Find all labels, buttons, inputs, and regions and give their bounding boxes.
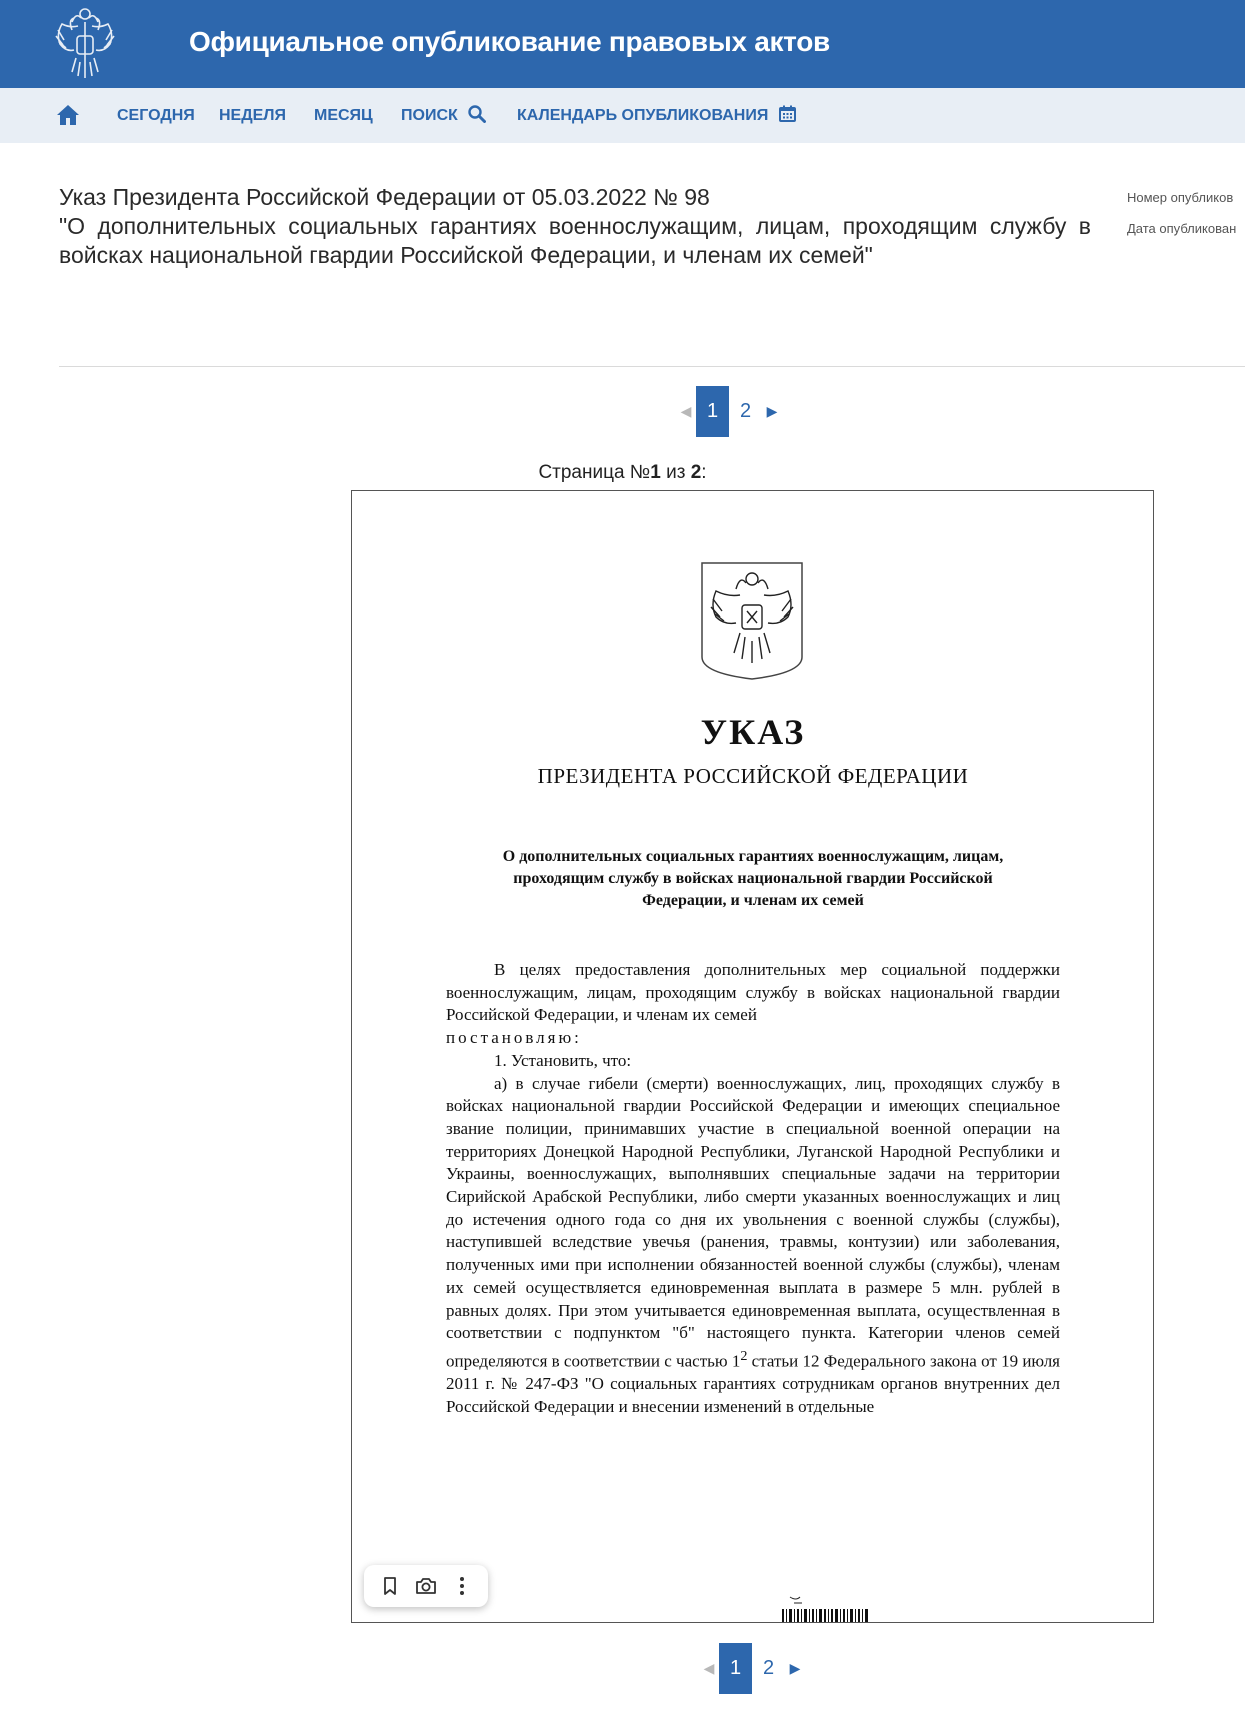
nav-calendar[interactable] bbox=[517, 88, 796, 143]
scan-paragraph-text-end: статьи 12 Федерального закона от 19 июля 2011 г. № 247-ФЗ "О социальных гарантиях сотрудникам органов внутренних дел Российской Федерации и внесении изменений в отдельные bbox=[446, 1351, 1061, 1417]
scan-paragraph-text: а) в случае гибели (смерти) военнослужащих, лиц, проходящих службу в войсках национальной гвардии Российской Федерации и имеющих специальное звание полиции, принимавших участие в специальной военной операции на территориях Донецкой Народной Республики, Луганской Народной Республики и Украины, военнослужащих, выполнявших специальные задачи на территории Сирийской Арабской Республики, либо смерти указанных военнослужащих и лиц до истечения одного года со дня их увольнения с военной службы (службы), наступившей вследствие увечья (ранения, травмы, контузии) или заболевания, полученных ими при исполнении обязанностей военной службы (службы), членам их семей осуществляется единовременная выплата в размере 5 млн. рублей в равных долях. При этом учитывается единовременная выплата, осуществленная в соответствии с подпунктом "б" настоящего пункта. Категории членов семей определяются в соответствии с частью 1 bbox=[446, 1073, 1060, 1371]
bookmark-icon[interactable] bbox=[378, 1574, 402, 1598]
nav-today[interactable]: СЕГОДНЯ bbox=[117, 107, 195, 124]
calendar-icon bbox=[779, 105, 796, 122]
nav-week[interactable]: НЕДЕЛЯ bbox=[219, 107, 287, 124]
meta-publication-number-label: Номер опубликов bbox=[1127, 190, 1234, 205]
nav-calendar-label: КАЛЕНДАРЬ ОПУБЛИКОВАНИЯ bbox=[517, 107, 769, 124]
document-page-image[interactable] bbox=[351, 490, 1154, 1623]
scan-title: УКАЗ bbox=[700, 712, 806, 752]
home-icon[interactable] bbox=[56, 104, 80, 126]
meta-publication-date-label: Дата опубликован bbox=[1127, 221, 1237, 236]
nav-month[interactable]: МЕСЯЦ bbox=[314, 107, 373, 124]
next-page-icon[interactable]: ▶ bbox=[789, 1660, 801, 1676]
caption-prefix: Страница № bbox=[538, 462, 651, 483]
document-subtitle: "О дополнительных социальных гарантиях военнослужащим, лицам, проходящим службу в войсках национальной гвардии Российской Федерации, и членам их семей" bbox=[59, 213, 1091, 268]
nav-search-label: ПОИСК bbox=[401, 107, 458, 124]
scan-superscript: 2 bbox=[740, 1347, 748, 1364]
site-title[interactable]: Официальное опубликование правовых актов bbox=[189, 26, 830, 57]
divider bbox=[59, 366, 1245, 367]
caption-suffix: : bbox=[701, 462, 707, 483]
page-link[interactable]: 2 bbox=[762, 1657, 775, 1679]
top-header bbox=[0, 0, 1245, 88]
caption-current: 1 bbox=[650, 462, 661, 483]
caption-mid: из bbox=[660, 462, 691, 483]
scan-heading: О дополнительных социальных гарантиях военнослужащим, лицам, проходящим службу в войсках национальной гвардии Российской Федерации, и членам их семей bbox=[502, 848, 1004, 909]
caption-total: 2 bbox=[690, 462, 702, 483]
camera-icon[interactable] bbox=[414, 1574, 438, 1598]
scan-paragraph: В целях предоставления дополнительных мер социальной поддержки военнослужащим, лицам, проходящим службу в войсках национальной гвардии Российской Федерации, и членам их семей bbox=[446, 960, 1060, 1025]
current-page[interactable]: 1 bbox=[719, 1643, 752, 1694]
barcode-icon bbox=[776, 1595, 876, 1623]
coat-of-arms-icon bbox=[700, 561, 804, 681]
viewer-toolbar bbox=[364, 1565, 488, 1607]
prev-page-icon: ◀ bbox=[680, 403, 692, 419]
scan-subtitle: ПРЕЗИДЕНТА РОССИЙСКОЙ ФЕДЕРАЦИИ bbox=[537, 764, 969, 788]
document-title: Указ Президента Российской Федерации от 05.03.2022 № 98 bbox=[59, 184, 710, 210]
scan-postanovlyayu: постановляю: bbox=[446, 1028, 582, 1048]
next-page-icon[interactable]: ▶ bbox=[766, 403, 778, 419]
scan-paragraph: 1. Установить, что: bbox=[494, 1050, 632, 1070]
coat-of-arms-icon[interactable] bbox=[50, 6, 120, 82]
page-link[interactable]: 2 bbox=[739, 400, 752, 422]
more-vertical-icon[interactable] bbox=[450, 1574, 474, 1598]
prev-page-icon: ◀ bbox=[703, 1660, 715, 1676]
scan-paragraph bbox=[446, 1073, 1060, 1419]
search-icon bbox=[468, 105, 486, 123]
current-page[interactable]: 1 bbox=[696, 386, 729, 437]
document-heading bbox=[59, 183, 1091, 270]
scan-body bbox=[446, 959, 1060, 1419]
main-navigation bbox=[0, 88, 1245, 143]
page-caption bbox=[0, 462, 1245, 484]
publication-meta bbox=[1127, 190, 1245, 252]
nav-search[interactable] bbox=[401, 88, 486, 143]
